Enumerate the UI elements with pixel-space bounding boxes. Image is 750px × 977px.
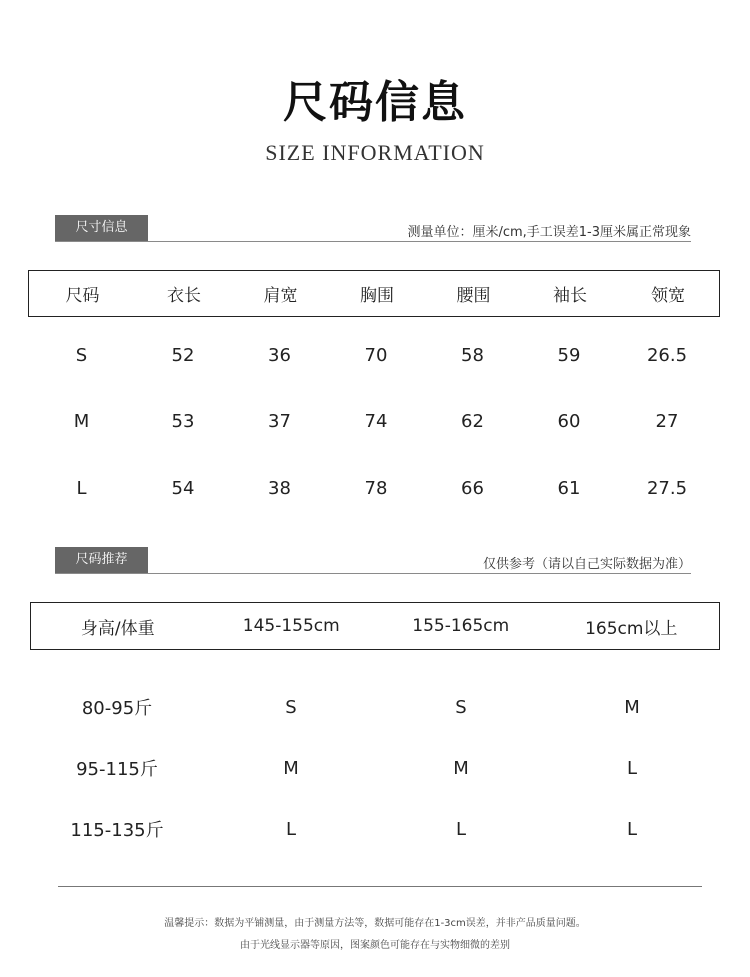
table-cell: 61 xyxy=(557,477,581,499)
table-row xyxy=(28,340,720,370)
divider xyxy=(55,573,691,574)
table-cell: L xyxy=(285,818,297,840)
table-cell: L xyxy=(626,757,638,779)
table-cell: S xyxy=(285,696,297,718)
table-cell: S xyxy=(75,344,88,366)
table-cell: 36 xyxy=(268,344,291,366)
table-cell: 78 xyxy=(364,477,388,499)
table-cell: 70 xyxy=(364,344,388,366)
table-cell: 66 xyxy=(461,477,484,499)
table-cell: 27.5 xyxy=(646,477,688,499)
table-cell: 54 xyxy=(171,477,195,499)
size-rec-note: 仅供参考（请以自己实际数据为准） xyxy=(482,557,691,572)
table-cell: 53 xyxy=(171,410,195,432)
table-cell: 115-135斤 xyxy=(70,820,164,841)
table-cell: 58 xyxy=(461,344,484,366)
size-rec-tag: 尺码推荐 xyxy=(55,547,148,573)
table-row xyxy=(30,814,720,844)
table-row xyxy=(28,473,720,503)
size-rec-section-header xyxy=(55,547,691,573)
table-cell: M xyxy=(283,757,299,779)
size-info-header-row xyxy=(28,270,720,317)
table-cell: 38 xyxy=(268,477,291,499)
header-cell: 衣长 xyxy=(167,286,201,306)
table-cell: 59 xyxy=(557,344,581,366)
table-cell: M xyxy=(73,410,90,432)
size-rec-header-row xyxy=(30,602,720,650)
table-cell: L xyxy=(76,477,87,499)
table-cell: 52 xyxy=(171,344,195,366)
table-cell: 74 xyxy=(364,410,388,432)
size-info-note: 测量单位：厘米/cm,手工误差1-3厘米属正常现象 xyxy=(407,225,691,240)
header-cell: 领宽 xyxy=(651,286,685,306)
table-cell: L xyxy=(455,818,467,840)
table-row xyxy=(30,692,720,722)
header-cell: 尺码 xyxy=(65,286,100,306)
table-cell: 80-95斤 xyxy=(81,698,153,719)
header-cell: 袖长 xyxy=(553,286,587,306)
table-cell: 95-115斤 xyxy=(76,759,158,780)
table-cell: L xyxy=(626,818,638,840)
table-cell: 37 xyxy=(268,410,291,432)
header-cell: 155-165cm xyxy=(412,616,510,636)
header-cell: 肩宽 xyxy=(263,286,298,306)
table-cell: M xyxy=(624,696,640,718)
table-cell: 26.5 xyxy=(646,344,688,366)
header-cell: 165cm以上 xyxy=(585,618,678,639)
size-info-tag: 尺寸信息 xyxy=(55,215,148,241)
table-cell: 62 xyxy=(461,410,484,432)
table-row xyxy=(30,753,720,783)
header-cell: 145-155cm xyxy=(242,616,340,636)
table-cell: 60 xyxy=(557,410,581,432)
header-cell: 胸围 xyxy=(360,286,394,306)
page-subtitle: SIZE INFORMATION xyxy=(265,140,485,165)
table-cell: 27 xyxy=(655,410,679,432)
table-row xyxy=(28,406,720,436)
table-cell: S xyxy=(455,696,467,718)
divider xyxy=(55,241,691,242)
table-cell: M xyxy=(453,757,469,779)
page-title: 尺码信息 xyxy=(283,77,467,128)
divider xyxy=(58,886,702,887)
header-cell: 腰围 xyxy=(456,286,491,306)
footer-note-1: 温馨提示：数据为平铺测量，由于测量方法等，数据可能存在1-3cm误差，并非产品质量问题。 xyxy=(164,918,586,929)
footer-note-2: 由于光线显示器等原因，图案颜色可能存在与实物细微的差别 xyxy=(240,940,510,951)
size-info-section-header xyxy=(55,215,691,241)
header-cell: 身高/体重 xyxy=(80,618,155,639)
